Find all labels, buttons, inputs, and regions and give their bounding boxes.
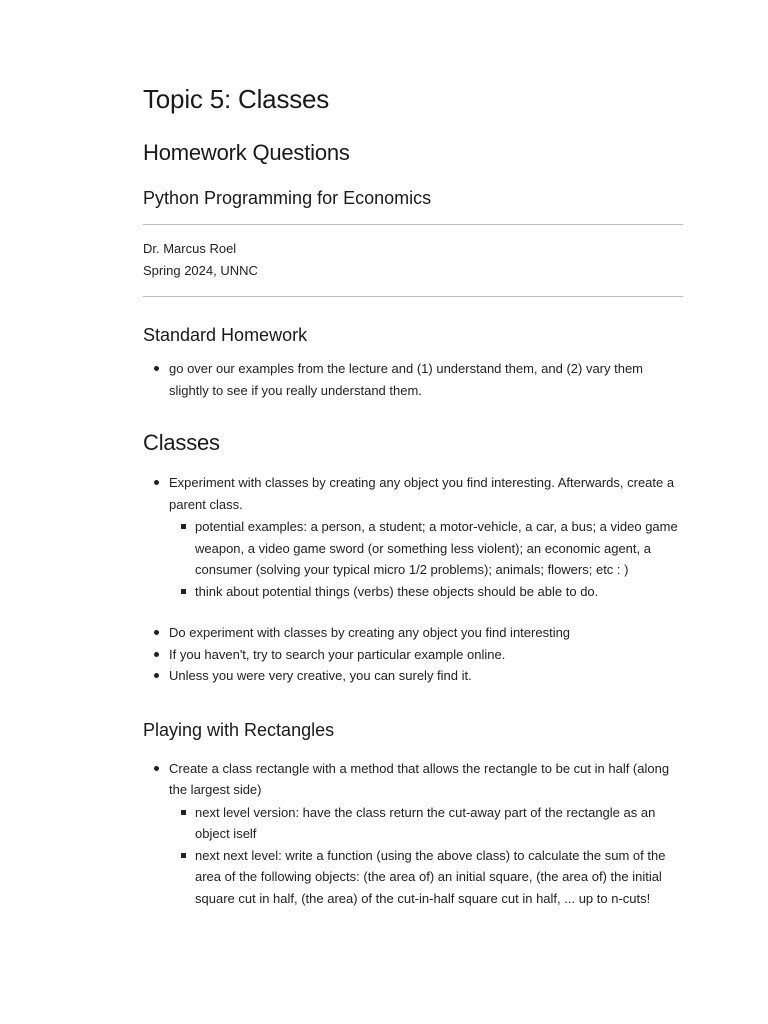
list-item-text: If you haven't, try to search your particular example online. [169,646,506,662]
sublist-item-text: think about potential things (verbs) these objects should be able to do. [195,583,599,599]
list-item [143,665,683,687]
classes-sublist [169,516,683,602]
page-subtitle: Homework Questions [143,140,350,165]
bullet-dot-icon [154,630,159,635]
author-block [143,238,683,282]
divider-top [143,224,683,225]
sublist-item [169,516,683,581]
bullet-square-icon [181,853,186,858]
bullet-dot-icon [154,766,159,771]
list-item-text: Do experiment with classes by creating any object you find interesting [169,625,571,640]
sublist-item [169,802,683,845]
list-item [143,758,683,910]
bullet-square-icon [181,589,186,594]
list-item-text: Unless you were very creative, you can surely find it. [169,668,472,683]
section-heading-standard-homework: Standard Homework [143,325,308,345]
classes-list-2 [143,622,683,687]
list-item-text: Create a class rectangle with a method that allows the rectangle to be cut in half (along the largest side) [169,760,670,797]
bullet-square-icon [181,810,186,815]
list-item [143,358,683,401]
rectangles-list [143,758,683,910]
course-title: Python Programming for Economics [143,188,432,208]
list-item-text: Experiment with classes by creating any object you find interesting. Afterwards, create a parent class. [169,475,675,512]
section-heading-playing-with-rectangles: Playing with Rectangles [143,719,335,740]
bullet-dot-icon [154,652,159,657]
classes-list [143,472,683,602]
list-item [143,622,683,644]
list-item-text: go over our examples from the lecture and (1) understand them, and (2) vary them slightly to see if you really understand them. [169,361,644,398]
term-info: Spring 2024, UNNC [143,263,258,278]
page-title: Topic 5: Classes [143,84,330,114]
sublist-item-text: next level version: have the class return the cut-away part of the rectangle as an object iself [195,804,656,841]
section-heading-classes: Classes [143,430,220,455]
sublist-item-text: potential examples: a person, a student; a motor-vehicle, a car, a bus; a video game weapon, a video game sword (or something less violent); an economic agent, a consumer (solving your typical micro 1/2 problems); animals; flowers; etc : ) [195,519,678,577]
bullet-dot-icon [154,480,159,485]
bullet-dot-icon [154,673,159,678]
bullet-dot-icon [154,366,159,371]
divider-bottom [143,296,683,297]
standard-homework-list [143,358,683,401]
rectangles-sublist [169,802,683,910]
sublist-item [169,845,683,910]
bullet-square-icon [181,524,186,529]
document-content [143,82,683,909]
list-item [143,644,683,666]
sublist-item-text: next next level: write a function (using the above class) to calculate the sum of the area of the following objects: (the area of) an initial square, (the area of) the initial square cut in half, (the area) of the cut-in-half square cut in half, ... up to n-cuts! [195,847,666,906]
list-item [143,472,683,602]
sublist-item [169,581,683,603]
author-name: Dr. Marcus Roel [143,241,237,256]
